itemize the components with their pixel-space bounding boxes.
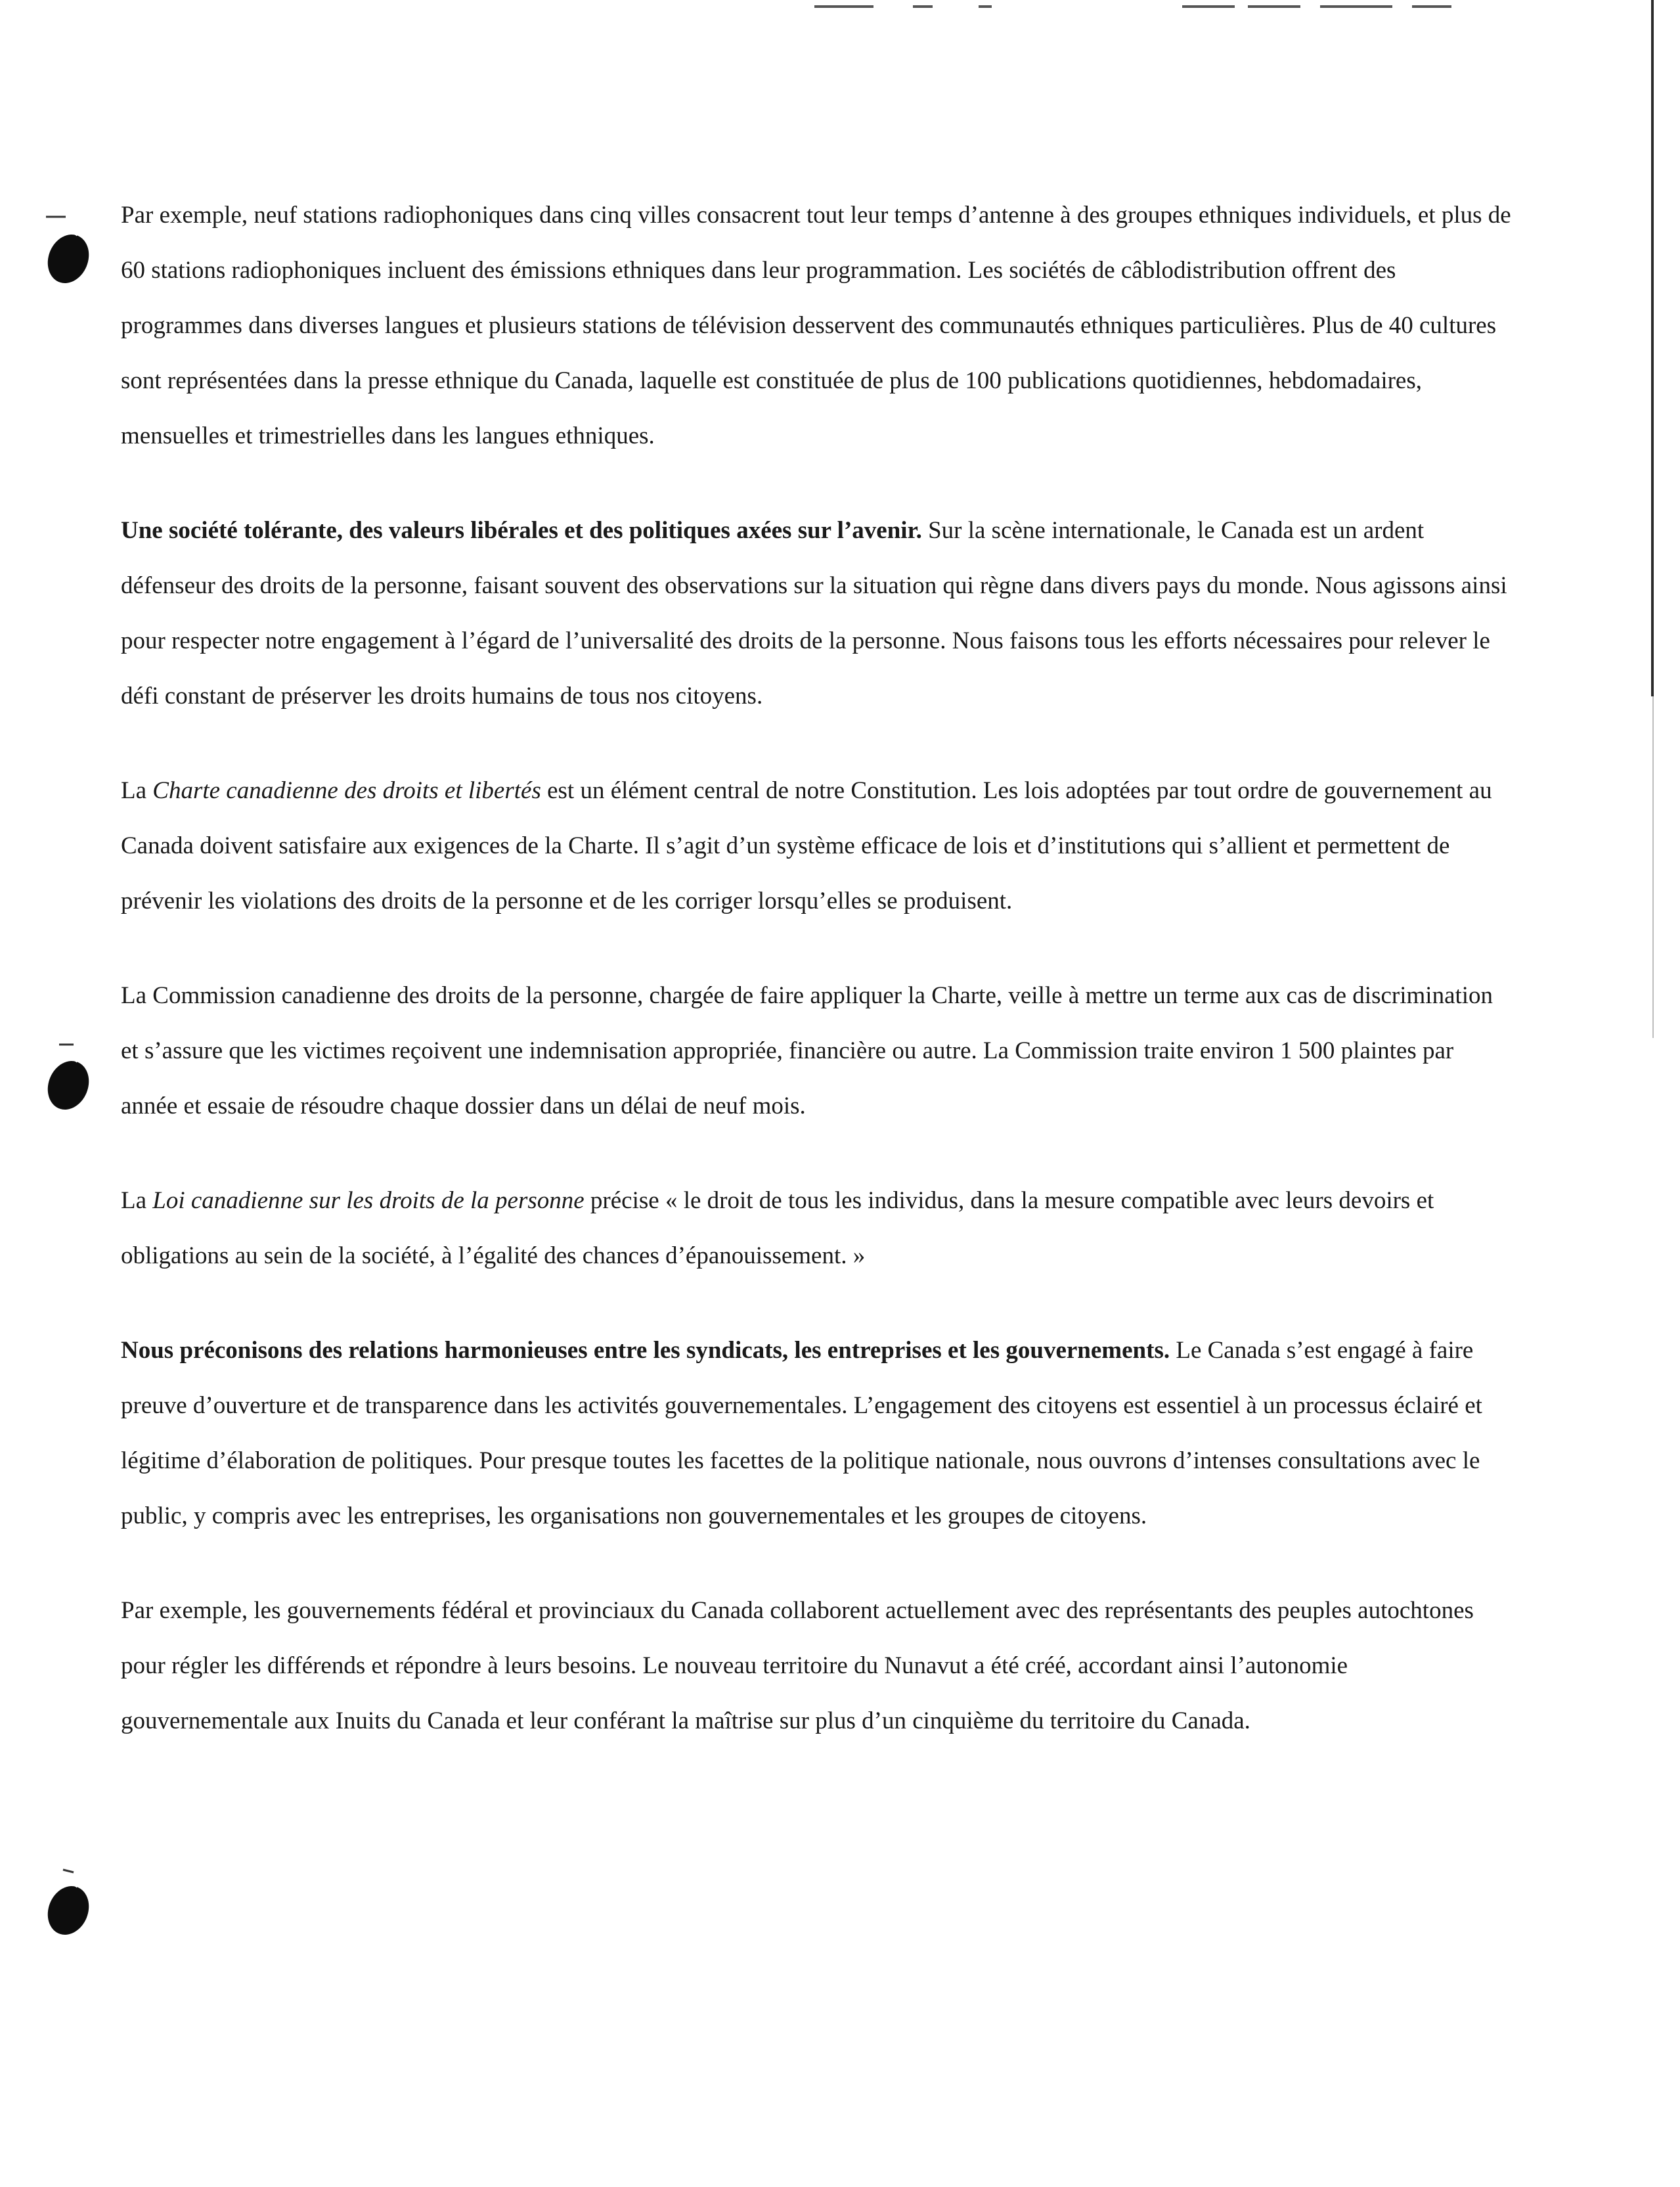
scan-mark bbox=[1320, 5, 1392, 8]
scan-mark bbox=[979, 5, 992, 8]
charter-title: Charte canadienne des droits et libertés bbox=[152, 777, 541, 804]
paragraph-text: Par exemple, les gouvernements fédéral et provinciaux du Canada collaborent actuellement avec des représentants des peuples autochtones pour régler les différends et répondre à leurs besoins. Le nouveau territoire du Nunavut a été créé, accordant ainsi l’autonomie gouvernementale aux Inuits du Canada et leur conférant la maîtrise sur plus d’un cinquième du territoire du Canada. bbox=[121, 1597, 1474, 1734]
paragraph-tolerant-society bbox=[121, 503, 1513, 724]
paragraph-harmonious-relations bbox=[121, 1323, 1513, 1544]
document-body bbox=[121, 188, 1513, 1749]
paragraph-nunavut bbox=[121, 1583, 1513, 1749]
page-edge-line bbox=[1651, 0, 1654, 696]
paragraph-text: précise « le droit de tous les individus, dans la mesure compatible avec leurs devoirs et obligations au sein de la société, à l’égalité des chances d’épanouissement. » bbox=[121, 1187, 1434, 1269]
punch-hole-icon bbox=[39, 212, 99, 290]
act-title: Loi canadienne sur les droits de la personne bbox=[152, 1187, 585, 1214]
paragraph-prefix: La bbox=[121, 1187, 153, 1214]
paragraph-prefix: La bbox=[121, 777, 153, 804]
page-edge-line bbox=[1652, 696, 1654, 1038]
paragraph-text: Par exemple, neuf stations radiophoniques dans cinq villes consacrent tout leur temps d’antenne à des groupes ethniques individuels, et plus de 60 stations radiophoniques incluent des émissions ethniques dans leur programmation. Les sociétés de câblodistribution offrent des programmes dans diverses langues et plusieurs stations de télévision desservent des communautés ethniques particulières. Plus de 40 cultures sont représentées dans la presse ethnique du Canada, laquelle est constituée de plus de 100 publications quotidiennes, hebdomadaires, mensuelles et trimestrielles dans les langues ethniques. bbox=[121, 202, 1511, 449]
paragraph-text: est un élément central de notre Constitution. Les lois adoptées par tout ordre de gouvernement au Canada doivent satisfaire aux exigences de la Charte. Il s’agit d’un système efficace de lois et d’institutions qui s’allient et permettent de prévenir les violations des droits de la personne et de les corriger lorsqu’elles se produisent. bbox=[121, 777, 1492, 914]
paragraph-text: Sur la scène internationale, le Canada est un ardent défenseur des droits de la personne, faisant souvent des observations sur la situation qui règne dans divers pays du monde. Nous agissons ainsi pour respecter notre engagement à l’égard de l’universalité des droits de la personne. Nous faisons tous les efforts nécessaires pour relever le défi constant de préserver les droits humains de tous nos citoyens. bbox=[121, 517, 1507, 710]
paragraph-lead: Une société tolérante, des valeurs libérales et des politiques axées sur l’avenir. bbox=[121, 517, 922, 544]
paragraph-commission bbox=[121, 968, 1513, 1134]
paragraph-human-rights-act bbox=[121, 1173, 1513, 1284]
paragraph-media bbox=[121, 188, 1513, 464]
scan-mark bbox=[913, 5, 933, 8]
punch-hole-icon bbox=[39, 1863, 99, 1942]
scan-mark bbox=[1412, 5, 1451, 8]
paragraph-text: La Commission canadienne des droits de la personne, chargée de faire appliquer la Charte, veille à mettre un terme aux cas de discrimination et s’assure que les victimes reçoivent une indemnisation appropriée, financière ou autre. La Commission traite environ 1 500 plaintes par année et essaie de résoudre chaque dossier dans un délai de neuf mois. bbox=[121, 982, 1493, 1119]
punch-hole-icon bbox=[39, 1038, 99, 1117]
scan-mark bbox=[1248, 5, 1300, 8]
paragraph-text: Le Canada s’est engagé à faire preuve d’ouverture et de transparence dans les activités gouvernementales. L’engagement des citoyens est essentiel à un processus éclairé et légitime d’élaboration de politiques. Pour presque toutes les facettes de la politique nationale, nous ouvrons d’intenses consultations avec le public, y compris avec les entreprises, les organisations non gouvernementales et les groupes de citoyens. bbox=[121, 1337, 1482, 1529]
paragraph-lead: Nous préconisons des relations harmonieuses entre les syndicats, les entreprises et les gouvernements. bbox=[121, 1337, 1170, 1364]
scan-mark bbox=[814, 5, 873, 8]
scan-mark bbox=[1182, 5, 1235, 8]
paragraph-charter bbox=[121, 763, 1513, 929]
